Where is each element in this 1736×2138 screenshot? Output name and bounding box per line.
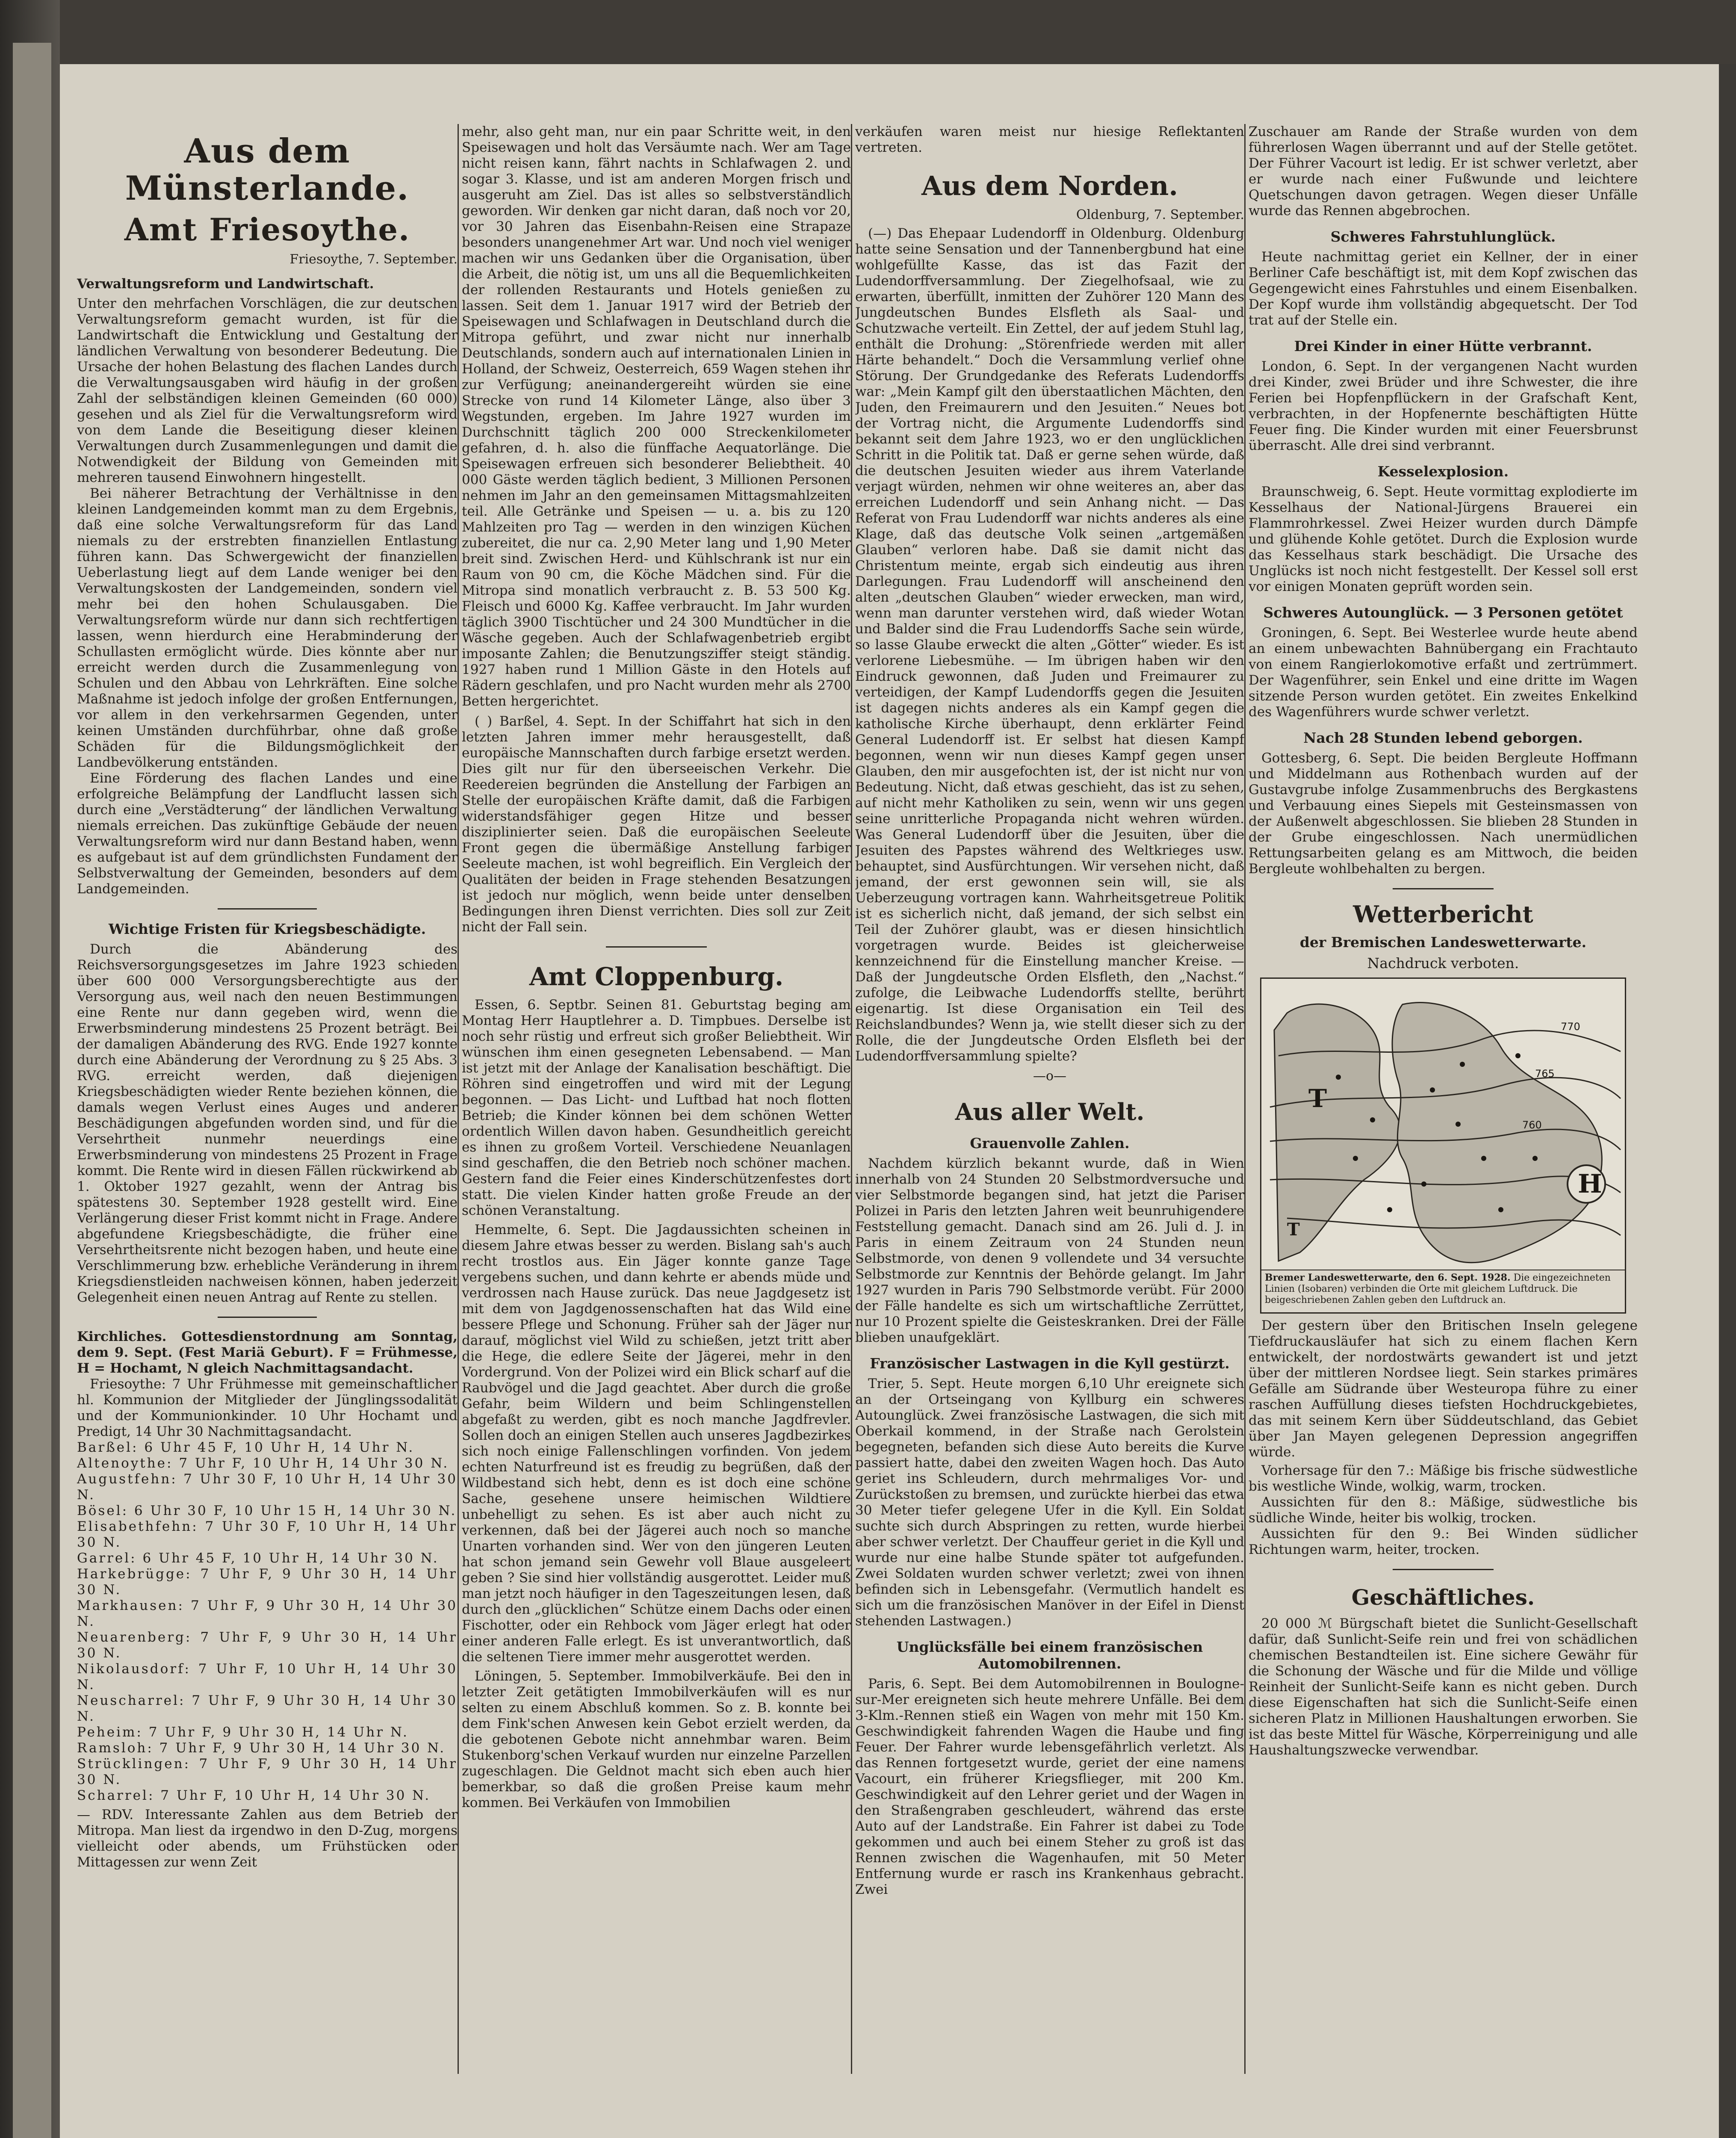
list-item: Bösel: 6 Uhr 30 F, 10 Uhr 15 H, 14 Uhr 30 N. [77,1503,457,1519]
article-heading: Nach 28 Stunden lebend geborgen. [1303,729,1583,746]
separator: —o— [1033,1069,1067,1084]
article-text: Groningen, 6. Sept. Bei Westerlee wurde heute abend an einem unbewachten Bahnübergang ein Frachtauto von einem Rangierlokomotive erfaßt und zertrümmert. Der Wagenführer, sein Enkel und eine dritte im Wagen sitzende Person wurden getötet. Ein zweites Enkelkind des Wagenführers wurde schwer verletzt. [1249,625,1638,720]
article-text: Löningen, 5. September. Immobilverkäufe. Bei den in letzter Zeit getätigten Immobilverkäufen will es nur selten zu einem Abschluß kommen. So z. B. konnte bei dem Fink'schen Anwesen kein Gebot erzielt werden, da die gebotenen Gebote nicht annehmbar waren. Beim Stukenborg'schen Verkauf wurden nur einzelne Parzellen zugeschlagen. Die Geldnot macht sich eben auch hier bemerkbar, so daß die großen Preise kaum mehr kommen. Bei Verkäufen von Immobilien [462,1668,851,1810]
article-text: (—) Das Ehepaar Ludendorff in Oldenburg. Oldenburg hatte seine Sensation und der Tannenbergbund hat eine wohlgefüllte Kasse, das ist das Fazit der Ludendorffversammlung. Der Ziegelhofsaal, wie zu erwarten, überfüllt, inmitten der Zuhörer 120 Mann des Jungdeutschen Bundes Elsfleth als Saal- und Schutzwache verteilt. Ein Zettel, der auf jedem Stuhl lag, enthält die Drohung: „Störenfriede werden mit aller Härte behandelt.“ Doch die Versammlung verlief ohne Störung. Der Grundgedanke des Referats Ludendorffs war: „Mein Kampf gilt den überstaatlichen Mächten, den Juden, den Freimaurern und den Jesuiten.“ Neues bot der Vortrag nicht, die Argumente Ludendorffs sind bekannt seit dem Jahre 1923, wo er den unglücklichen Schritt in die Politik tat. Daß er gerne sehen würde, daß die deutschen Jesuiten wieder aus ihrem Vaterlande verjagt würden, nehmen wir ohne weiteres an, aber das erreichen Ludendorff und sein Anhang nicht. — Das Referat von Frau Ludendorff war nichts anderes als eine Klage, daß das deutsche Volk seinen „artgemäßen Glauben“ verloren habe. Daß sie damit nicht das Christentum meinte, ergab sich eindeutig aus ihren Darlegungen. Frau Ludendorff will anscheinend den alten „deutschen Glauben“ wieder erwecken, man wird, wenn man darunter verstehen wird, daß wieder Wotan und Balder sind die Frau Ludendorffs Sache sein würde, so lasse Glaube erweckt die alten „Götter“ wieder. Es ist verlorene Liebesmühe. — Im übrigen haben wir den Eindruck gewonnen, daß Juden und Freimaurer zu verteidigen, der Kampf Ludendorffs gegen die Jesuiten ist dagegen nichts anderes als ein Kampf gegen die katholische Kirche überhaupt, denn erklärter Feind General Ludendorff ist. Er selbst hat diesen Kampf begonnen, wenn wir nun dieses Kampf gegen unser Glauben, den mir ausgefochten ist, der ist nicht nur von Bedeutung. Nicht, daß etwas geschieht, das ist zu sehen, auf nicht mehr Katholiken zu sein, wenn wir uns gegen seine unritterliche Propaganda nicht wehren würden. Was General Ludendorff über die Jesuiten, über die Jesuiten des Papstes während des Weltkrieges usw. behauptet, sind Ausfürchtungen. Wir versehen nicht, daß jemand, der erst gewonnen sein will, sie als Ueberzeugung vortragen kann. Wahrheitsgetreue Politik ist es sicherlich nicht, daß jemand, der sich selbst ein Teil der Zuhörer glaubt, was er diesen hinsichtlich vorgetragen wurde. Beides ist gleicherweise kennzeichnend für die Einstellung mancher Kreise. — Daß der Jungdeutsche Orden Elsfleth, den „Nachst.“ zufolge, die Leibwache Ludendorffs stellte, berührt eigenartig. Ist diese Organisation ein Teil des Reichslandbundes? Wenn ja, wie stellt dieser sich zu der Rolle, die der Jungdeutsche Orden Elsfleth bei der Ludendorffversammlung spielte? [855,226,1244,1064]
forecast-text: Aussichten für den 9.: Bei Winden südlicher Richtungen warm, heiter, trocken. [1249,1526,1638,1557]
article-heading: Grauenvolle Zahlen. [970,1135,1130,1152]
isobar-label: 770 [1561,1021,1580,1033]
list-item: Ramsloh: 7 Uhr F, 9 Uhr 30 H, 14 Uhr 30 N. [77,1740,446,1756]
article-heading: Verwaltungsreform und Landwirtschaft. [77,276,374,292]
map-caption-note: Die eingezeichneten Linien (Isobaren) verbinden die Orte mit gleichem Luftdruck. Die beigeschriebenen Zahlen geben den Luftdruck an. [1265,1273,1611,1305]
section-subtitle: Amt Friesoythe. [124,211,410,248]
list-item: Strücklingen: 7 Uhr F, 9 Uhr 30 H, 14 Uhr 30 N. [77,1756,458,1788]
separator [1393,1569,1494,1570]
article-text: Hemmelte, 6. Sept. Die Jagdaussichten scheinen in diesem Jahre etwas besser zu werden. Bislang sah's auch recht trostlos aus. Ein Jäger konnte ganze Tage vergebens suchen, und dann kehrte er abends müde und verdrossen nach Hause zurück. Das neue Jagdgesetz ist mit dem von Jagdgenossenschaften hat das Wild eine bessere Pflege und Schonung. Früher sah der Jäger nur darauf, möglichst viel Wild zu schießen, jetzt tritt aber die Hege, die edlere Seite der Jägerei, mehr in den Vordergrund. Von der Polizei wird ein Blick scharf auf die Raubvögel und die Jagd geachtet. Aber durch die große Gefahr, beim Wildern und beim Schlingenstellen abgefaßt zu werden, gibt es noch manche Jagdfrevler. Sollen doch an einigen Stellen auch unseres Jagdbezirkes sich noch einige Fallenschlingen vorfinden. Von jedem echten Naturfreund ist es freudig zu begrüßen, daß der Wildbestand sich hebt, denn es ist doch eine schöne Sache, gesehene unsere heimischen Wildtiere unbehelligt zu sehen. Es ist aber auch nicht zu verkennen, daß bei der Jägerei auch noch so manche Unarten vorhanden sind. Wer von den jüngeren Leuten hat schon jemand sein Gewehr voll Blaue ausgeleert geben ? Sie sind hier vollständig ausgerottet. Leider muß man jetzt noch häufiger in den Tageszeitungen lesen, daß durch den „glücklichen“ Schütze einem Dachs oder einen Fischotter, oder ein Rehbock vom Jäger erlegt hat oder einer anderen Falle erlegt. Es ist unverantwortlich, daß die seltenen Tiere immer mehr ausgerottet werden. [462,1222,851,1665]
dateline: Friesoythe, 7. September. [289,252,458,267]
list-item: Markhausen: 7 Uhr F, 9 Uhr 30 H, 14 Uhr 30 N. [77,1598,458,1630]
map-caption-source: Bremer Landeswetterwarte, den 6. Sept. 1928. [1265,1272,1511,1283]
forecast-text: Vorhersage für den 7.: Mäßige bis frische südwestliche bis westliche Winde, wolkig, warm, trocken. [1249,1463,1638,1494]
top-scan-edge [60,0,1736,64]
article-text: Durch die Abänderung des Reichsversorgungsgesetzes im Jahre 1923 schieden über 600 000 Versorgungsberechtigte aus der Versorgung aus, weil nach den neuen Bestimmungen eine Rente nur dann gegeben wird, wenn die Erwerbsminderung mindestens 25 Prozent beträgt. Bei der damaligen Abänderung des RVG. Ende 1927 konnte durch eine Abänderung der Verordnung zu § 25 Abs. 3 RVG. erreicht werden, daß diejenigen Kriegsbeschädigten wieder Rente beziehen können, die damals wegen Verlust eines Auges und anderer Beschädigungen abgefunden worden sind, und für die Versehrtheit nunmehr neuerdings eine Erwerbsminderung von mindestens 25 Prozent in Frage kommt. Die Rente wird in diesen Fällen rückwirkend ab 1. Oktober 1927 gezahlt, wenn der Antrag bis spätestens 30. September 1928 gestellt wird. Eine Verlängerung dieser Frist kommt nicht in Frage. Andere abgefundene Kriegsbeschädigte, die früher eine Versehrtheitsrente nicht bezogen haben, und heute eine Verschlimmerung bzw. erhebliche Veränderung in ihrem Kriegsdienstleiden nachweisen können, haben jederzeit Gelegenheit einen neuen Antrag auf Rente zu stellen. [77,942,458,1305]
list-item: Neuscharrel: 7 Uhr F, 9 Uhr 30 H, 14 Uhr 30 N. [77,1693,458,1725]
article-text: Unter den mehrfachen Vorschlägen, die zur deutschen Verwaltungsreform gemacht wurden, ist für die Landwirtschaft die Entwicklung und Gestaltung der ländlichen Verwaltung von besonderer Bedeutung. Die Ursache der hohen Belastung des flachen Landes durch die Verwaltungsausgaben wird häufig in der großen Zahl der selbständigen kleinen Gemeinden (60 000) gesehen und als Ziel für die Verwaltungsreform wird von dem Lande die Beseitigung dieser kleinen Verwaltungen durch Zusammenlegungen und damit die Notwendigkeit der Bildung von Gemeinden mit mehreren tausend Einwohnern hingestellt. [77,296,458,486]
article-text: London, 6. Sept. In der vergangenen Nacht wurden drei Kinder, zwei Brüder und ihre Schwester, die ihre Ferien bei Hopfenpflückern in der Grafschaft Kent, verbrachten, in der Hopfenernte beschäftigten Hütte Feuer fing. Die Kinder wurden mit einer Feuersbrunst überrascht. Alle drei sind verbrannt. [1249,359,1638,453]
church-text: Friesoythe: 7 Uhr Frühmesse mit gemeinschaftlicher hl. Kommunion der Mitglieder der Jünglingssodalität und der Kommunionkinder. 10 Uhr Hochamt und Predigt, 14 Uhr 30 Nachmittagsandacht. [77,1376,458,1440]
weather-subtitle: der Bremischen Landeswetterwarte. [1299,934,1587,951]
separator [1393,888,1494,889]
column-2 [462,124,851,2078]
mass-times-list [77,1440,458,1804]
separator [218,1317,316,1318]
adjacent-page-strip [13,43,51,2138]
article-text: Trier, 5. Sept. Heute morgen 6,10 Uhr ereignete sich an der Ortseingang von Kyllburg ein schweres Autounglück. Zwei französische Lastwagen, die sich mit Oberkail kommend, in der Straße nach Gerolstein begegneten, befanden sich diese Auto bereits die Kurve passiert hatte, dabei den zweiten Wagen hoch. Das Auto geriet ins Schleudern, durch mehrmaliges Vor- und Zurückstoßen zu bremsen, und zurückte hierbei das etwa 30 Meter tiefer gelegene Ufer in die Kyll. Ein Soldat suchte sich durch Abspringen zu retten, wurde hierbei aber schwer verletzt. Der Chauffeur geriet in die Kyll und wurde nur eine halbe Stunde später tot aufgefunden. Zwei Soldaten wurden schwer verletzt; zwei von ihnen befinden sich in Lebensgefahr. (Vermutlich handelt es sich um die französischen Manöver in der Eifel in Dienst stehenden Lastwagen.) [855,1376,1244,1629]
weather-title: Wetterbericht [1353,901,1533,928]
isobar-label: 765 [1535,1068,1555,1080]
article-heading: Kesselexplosion. [1377,463,1509,480]
article-text: Zuschauer am Rande der Straße wurden von dem führerlosen Wagen überrannt und auf der Stelle getötet. Der Führer Vacourt ist ledig. Er ist schwer verletzt, aber er wurde nach einer Fußwunde und leichtere Quetschungen davon getragen. Wegen dieser Unfälle wurde das Rennen abgebrochen. [1249,124,1638,219]
list-item: Scharrel: 7 Uhr F, 10 Uhr H, 14 Uhr 30 N. [77,1788,431,1804]
newspaper-page [60,64,1719,2138]
separator [218,908,316,910]
article-text: mehr, also geht man, nur ein paar Schritte weit, in den Speisewagen und holt das Versäumte nach. Wer am Tage nicht reisen kann, fährt nachts in Schlafwagen 2. und sogar 3. Klasse, und ist am anderen Morgen frisch und ausgeruht am Ziel. Das ist alles so selbstverständlich geworden. Wir denken gar nicht daran, daß noch vor 20, vor 30 Jahren das Eisenbahn-Reisen eine Strapaze besonders unangenehmer Art war. Und noch viel weniger machen wir uns Gedanken über die Organisation, über die Arbeit, die nötig ist, um uns all die Bequemlichkeiten der rollenden Restaurants und Hotels genießen zu lassen. Seit dem 1. Januar 1917 wird der Betrieb der Speisewagen und Schlafwagen in Deutschland durch die Mitropa geführt, und zwar nicht nur innerhalb Deutschlands, sondern auch auf internationalen Linien in Holland, der Schweiz, Oesterreich, 659 Wagen stehen ihr zur Verfügung; aneinandergereiht würden sie eine Strecke von rund 14 Kilometer Länge, also über 3 Wegstunden, ergeben. Im Jahre 1927 wurden im Durchschnitt täglich 200 000 Streckenkilometer gefahren, d. h. also die fünffache Aequatorlänge. Die Speisewagen erfreuen sich besonderer Beliebtheit. 40 000 Gäste werden täglich bedient, 3 Millionen Personen nehmen im Jahr an den gemeinsamen Mittagsmahlzeiten teil. Alle Getränke und Speisen — u. a. bis zu 120 Mahlzeiten pro Tag — werden in den winzigen Küchen zubereitet, die nur ca. 2,90 Meter lang und 1,90 Meter breit sind. Zwischen Herd- und Kühlschrank ist nur ein Raum von 90 cm, die Köche Mädchen sind. Für die Mitropa sind monatlich verbraucht z. B. 53 500 Kg. Fleisch und 6000 Kg. Kaffee verbraucht. Im Jahr wurden täglich 3900 Tischtücher und 24 300 Mundtücher in die Wäsche gegeben. Auch der Schlafwagenbetrieb ergibt imposante Zahlen; die Benutzungsziffer steigt ständig. 1927 haben rund 1 Million Gäste in den Hotels auf Rädern geschlafen, und pro Nacht wurden mehr als 2700 Betten hergerichtet. [462,124,851,709]
article-text: Gottesberg, 6. Sept. Die beiden Bergleute Hoffmann und Middelmann aus Rothenbach wurden auf der Gustavgrube infolge Zusammenbruchs des Bergkastens und Verbauung eines Siepels mit Gesteinsmassen von der Außenwelt abgeschlossen. Sie blieben 28 Stunden in der Grube eingeschlossen. Nach unermüdlichen Rettungsarbeiten gelang es am Mittwoch, die beiden Bergleute wohlbehalten zu bergen. [1249,750,1638,877]
weather-map-drawing [1261,979,1625,1274]
weather-map-caption [1261,1270,1625,1312]
section-title: Aus dem Münsterlande. [125,132,410,208]
list-item: Peheim: 7 Uhr F, 9 Uhr 30 H, 14 Uhr N. [77,1725,409,1740]
low-pressure-label: T [1287,1220,1300,1240]
section-title: Aus dem Norden. [921,170,1178,201]
article-text: verkäufen waren meist nur hiesige Reflektanten vertreten. [855,124,1244,155]
section-title: Geschäftliches. [1351,1585,1535,1610]
article-text: Essen, 6. Septbr. Seinen 81. Geburtstag beging am Montag Herr Hauptlehrer a. D. Timpbues. Derselbe ist noch sehr rüstig und erfreut sich großer Beliebtheit. Wir wünschen ihm einen gesegneten Lebensabend. — Man ist jetzt mit der Anlage der Kanalisation beschäftigt. Die Röhren sind eingetroffen und wird mit der Legung begonnen. — Das Licht- und Luftbad hat noch flotten Betrieb; die Kinder können bei dem schönen Wetter ordentlich Willen davon haben. Gesundheitlich gereicht es ihnen zu großem Vorteil. Verschiedene Neuanlagen sind geschaffen, die den Betrieb noch schöner machen. Gestern fand die Feier eines Kinderschützenfestes dort statt. Die vielen Kinder hatten große Freude an der schönen Veranstaltung. [462,997,851,1218]
church-heading: Kirchliches. Gottesdienstordnung am Sonntag, dem 9. Sept. (Fest Mariä Geburt). F = Frühmesse, H = Hochamt, N gleich Nachmittagsandacht. [77,1329,458,1376]
article-heading: Drei Kinder in einer Hütte verbrannt. [1294,338,1592,354]
article-text: Heute nachmittag geriet ein Kellner, der in einer Berliner Cafe beschäftigt ist, mit dem Kopf zwischen das Gegengewicht eines Fahrstuhles und einem Eisenbalken. Der Kopf wurde ihm vollständig abgequetscht. Der Tod trat auf der Stelle ein. [1249,249,1638,328]
section-title: Aus aller Welt. [955,1098,1145,1125]
article-text: Eine Förderung des flachen Landes und eine erfolgreiche Belämpfung der Landflucht lassen sich durch eine „Verstädterung“ der ländlichen Verwaltung niemals erreichen. Das zukünftige Gebäude der neuen Verwaltungsreform wird nur dann Bestand haben, wenn es aufgebaut ist auf dem gründlichsten Fundament der Selbstverwaltung der Gemeinden, besonders auf dem Landgemeinden. [77,771,458,897]
list-item: Nikolausdorf: 7 Uhr F, 10 Uhr H, 14 Uhr 30 N. [77,1661,458,1693]
weather-map [1260,977,1626,1314]
column-rule [458,124,459,2074]
article-text: Braunschweig, 6. Sept. Heute vormittag explodierte im Kesselhaus der National-Jürgens Brauerei ein Flammrohrkessel. Zwei Heizer wurden durch Dämpfe und glühende Kohle getötet. Durch die Explosion wurde das Kesselhaus stark beschädigt. Die Ursache des Unglücks ist noch nicht festgestellt. Der Kessel soll erst vor einigen Monaten geprüft worden sein. [1249,484,1638,594]
section-title: Amt Cloppenburg. [529,962,784,991]
column-rule [851,124,852,2074]
low-pressure-label: T [1308,1084,1327,1113]
isobar-label: 760 [1522,1119,1542,1131]
article-heading: Schweres Autounglück. — 3 Personen getötet [1263,604,1623,621]
article-text: 20 000 ℳ Bürgschaft bietet die Sunlicht-Gesellschaft dafür, daß Sunlicht-Seife rein und frei von schädlichen chemischen Bestandteilen ist. Eine sichere Gewähr für die Schonung der Wäsche und für die Milde und völlige Reinheit der Sunlicht-Seife kann es nicht geben. Durch diese Eigenschaften hat sich die Sunlicht-Seife einen sicheren Platz in Millionen Haushaltungen erworben. Sie ist das beste Mittel für Wäsche, Körperreinigung und alle Haushaltungszwecke verwendbar. [1249,1616,1638,1758]
dateline: Oldenburg, 7. September. [1076,207,1244,222]
column-3 [855,124,1244,2078]
separator [606,946,707,948]
list-item: Neuarenberg: 7 Uhr F, 9 Uhr 30 H, 14 Uhr 30 N. [77,1630,458,1661]
article-text: ( ) Barßel, 4. Sept. In der Schiffahrt hat sich in den letzten Jahren immer mehr herausgestellt, daß europäische Mannschaften durch farbige ersetzt werden. Dies gilt nur für den überseeischen Verkehr. Die Reedereien begründen die Anstellung der Farbigen an Stelle der europäischen Kräfte damit, daß die Farbigen widerstandsfähiger gegen Hitze und besser disziplinierter seien. Daß die europäischen Seeleute Front gegen die übermäßige Anstellung farbiger Seeleute machen, ist wohl begreiflich. Ein Vergleich der Qualitäten der beiden in Frage stehenden Besatzungen ist jedoch nur möglich, wenn beide unter denselben Bedingungen ihren Dienst verrichten. Dies soll zur Zeit nicht der Fall sein. [462,714,851,935]
article-text: Paris, 6. Sept. Bei dem Automobilrennen in Boulogne-sur-Mer ereigneten sich heute mehrere Unfälle. Bei dem 3-Klm.-Rennen stieß ein Wagen von mehr mit 150 Km. Geschwindigkeit fahrenden Wagen die Haube und fing Feuer. Der Fahrer wurde lebensgefährlich verletzt. Als das Rennen fortgesetzt wurde, geriet der eine namens Vacourt, ein früherer Kriegsflieger, mit 200 Km. Geschwindigkeit auf den Lehrer geriet und der Wagen in den Straßengraben geschleudert, während das erste Auto auf der Landstraße. Ein Fahrer ist dabei zu Tode gekommen und auch bei einem Steher zu groß ist das Rennen zwischen die Wagenhaufen, mit 50 Meter Entfernung wurde er rasch ins Krankenhaus gebracht. Zwei [855,1676,1244,1897]
article-text: Bei näherer Betrachtung der Verhältnisse in den kleinen Landgemeinden kommt man zu dem Ergebnis, daß eine solche Verwaltungsreform für das Land niemals zu der erstrebten finanziellen Entlastung führen kann. Das Schwergewicht der finanziellen Ueberlastung liegt auf dem Lande weniger bei den Verwaltungskosten der Landgemeinden, sondern viel mehr bei den hohen Schulausgaben. Die Verwaltungsreform würde nur dann sich rechtfertigen lassen, wenn hierdurch eine Herabminderung der Schullasten ermöglicht würde. Dies könnte aber nur erreicht werden durch die Zusammenlegung von Schulen und den Abbau von Lehrkräften. Eine solche Maßnahme ist jedoch infolge der großen Entfernungen, vor allem in den verkehrsarmen Gegenden, unter keinen Umständen durchführbar, ohne daß große Schäden für die Bildungsmöglichkeit der Landbevölkerung entständen. [77,486,458,771]
article-heading: Schweres Fahrstuhlunglück. [1330,228,1556,245]
weather-text: Der gestern über den Britischen Inseln gelegene Tiefdruckausläufer hat sich zu einem flachen Kern entwickelt, der nordostwärts gewandert ist und jetzt über der mittleren Nordsee liegt. Sein starkes primäres Gefälle am Südrande über Westeuropa führe zu einer raschen Auffüllung dieses tiefsten Hochdruckgebietes, das mit seinem Kern über Süddeutschland, das Gebiet über Jan Mayen gelegenen Depression angegriffen würde. [1249,1318,1638,1460]
list-item: Barßel: 6 Uhr 45 F, 10 Uhr H, 14 Uhr N. [77,1440,415,1456]
forecast-text: Aussichten für den 8.: Mäßige, südwestliche bis südliche Winde, heiter bis wolkig, trocken. [1249,1494,1638,1526]
list-item: Harkebrügge: 7 Uhr F, 9 Uhr 30 H, 14 Uhr 30 N. [77,1566,458,1598]
article-text: — RDV. Interessante Zahlen aus dem Betrieb der Mitropa. Man liest da irgendwo in den D-Zug, morgens vielleicht oder abends, um Frühstücken oder Mittagessen zur wenn Zeit [77,1807,458,1870]
article-text: Nachdem kürzlich bekannt wurde, daß in Wien innerhalb von 24 Stunden 20 Selbstmordversuche und vier Selbstmorde begangen sind, hat jetzt die Pariser Polizei in Paris den letzten Jahren weit beunruhigendere Feststellung gemacht. Danach sind am 26. Juli d. J. in Paris in einem Zeitraum von 24 Stunden neun Selbstmorde, von denen 9 vollendete und 34 versuchte Selbstmorde zur Kenntnis der Behörde gelangt. Im Jahr 1927 wurden in Paris 790 Selbstmorde verübt. Für 2000 der Fälle handelte es sich um wirtschaftliche Zerrüttet, nur 10 Prozent spielte die Geisteskranken. Drei der Fälle blieben unaufgeklärt. [855,1156,1244,1345]
reprint-note: Nachdruck verboten. [1367,955,1519,972]
article-heading: Unglücksfälle bei einem französischen Automobilrennen. [896,1639,1203,1672]
list-item: Altenoythe: 7 Uhr F, 10 Uhr H, 14 Uhr 30 N. [77,1456,449,1471]
article-heading: Französischer Lastwagen in die Kyll gestürzt. [870,1355,1230,1372]
column-4 [1249,124,1638,2078]
list-item: Garrel: 6 Uhr 45 F, 10 Uhr H, 14 Uhr 30 N. [77,1550,439,1566]
list-item: Elisabethfehn: 7 Uhr 30 F, 10 Uhr H, 14 Uhr 30 N. [77,1519,458,1550]
article-heading: Wichtige Fristen für Kriegsbeschädigte. [108,921,426,938]
column-1 [60,124,458,2078]
list-item: Augustfehn: 7 Uhr 30 F, 10 Uhr H, 14 Uhr 30 N. [77,1471,458,1503]
high-pressure-label: H [1578,1169,1602,1199]
column-rule [1244,124,1246,2074]
